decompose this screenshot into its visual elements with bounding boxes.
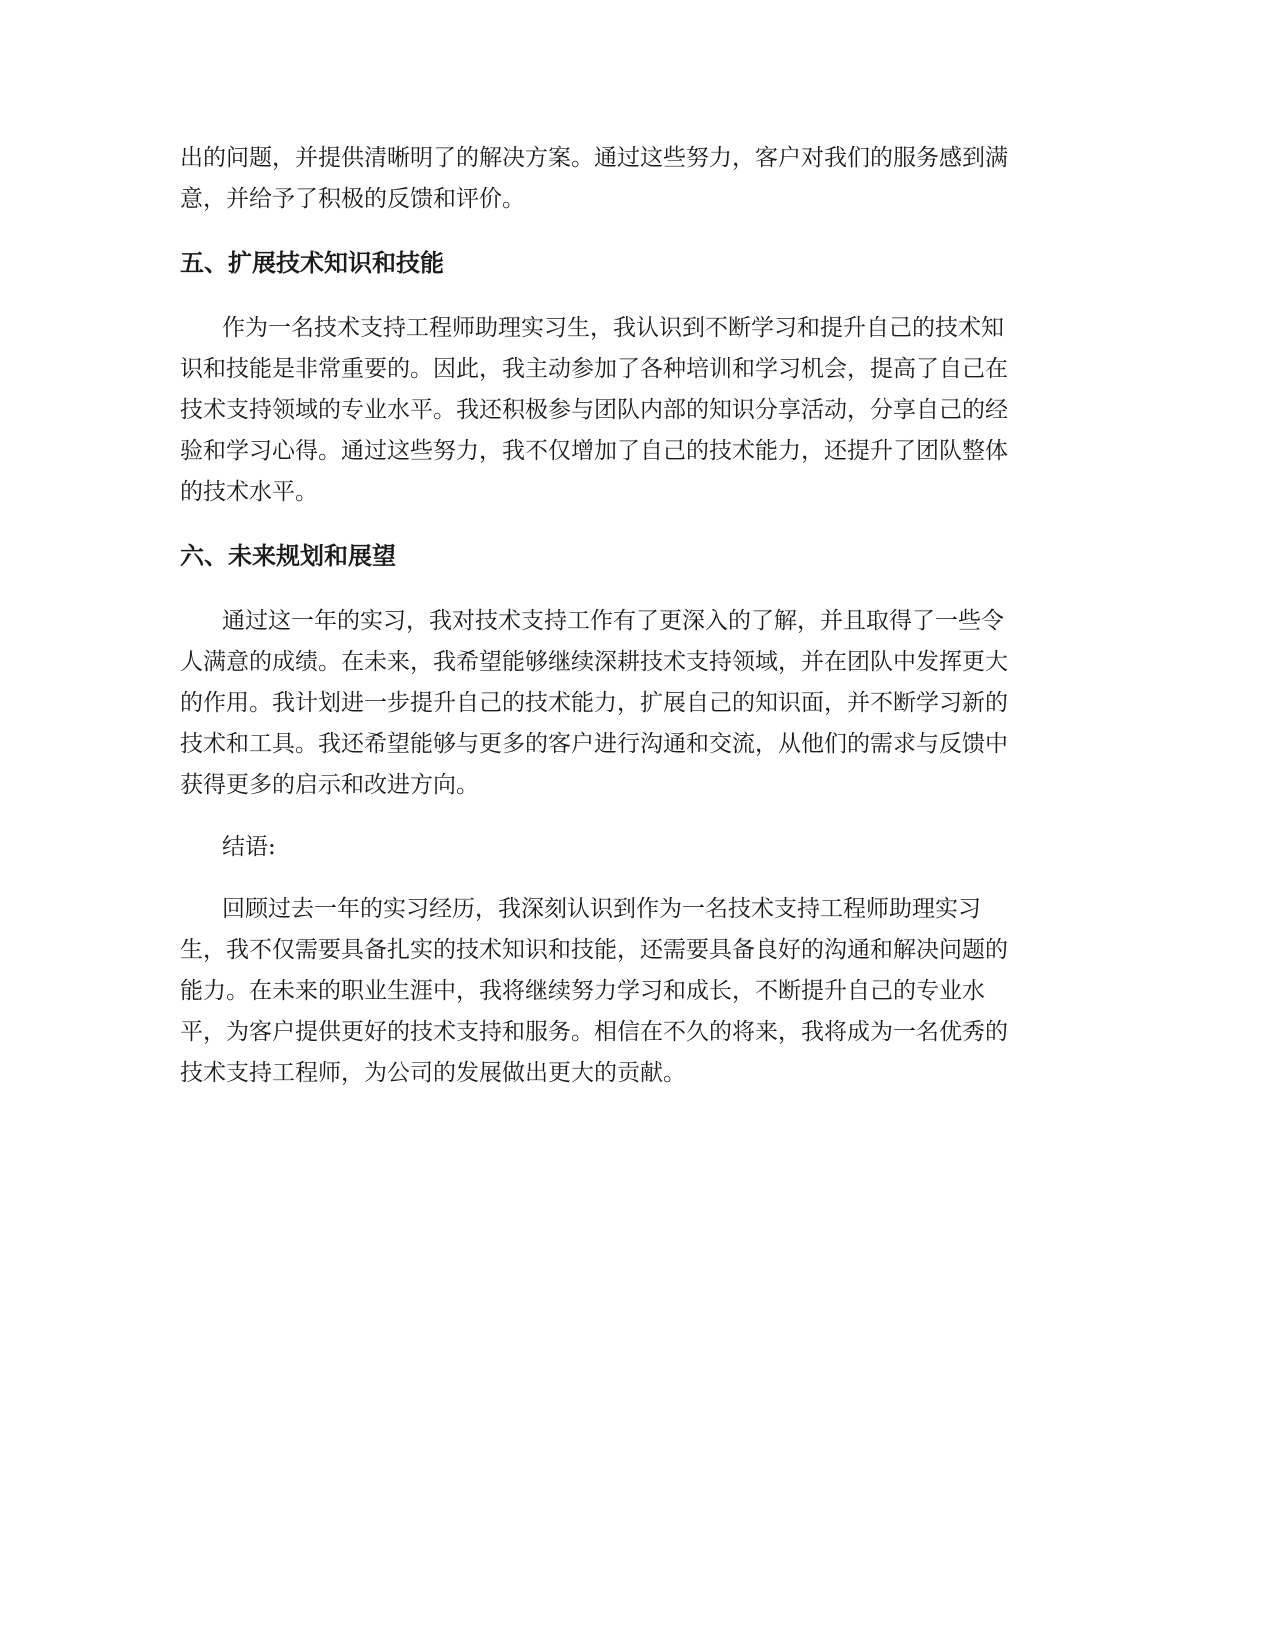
- text-line: 的作用。我计划进一步提升自己的技术能力，扩展自己的知识面，并不断学习新的: [180, 690, 1008, 716]
- text-line: 识和技能是非常重要的。因此，我主动参加了各种培训和学习机会，提高了自己在: [180, 356, 1008, 382]
- text-line: 验和学习心得。通过这些努力，我不仅增加了自己的技术能力，还提升了团队整体: [180, 438, 1008, 464]
- text-line: 回顾过去一年的实习经历，我深刻认识到作为一名技术支持工程师助理实习: [222, 896, 981, 922]
- text-line: 生，我不仅需要具备扎实的技术知识和技能，还需要具备良好的沟通和解决问题的: [180, 937, 1008, 963]
- text-line: 获得更多的启示和改进方向。: [180, 772, 479, 798]
- text-line: 的技术水平。: [180, 479, 318, 505]
- text-line: 人满意的成绩。在未来，我希望能够继续深耕技术支持领域，并在团队中发挥更大: [180, 649, 1008, 675]
- document-page: [180, 138, 1034, 1094]
- text-line: 通过这一年的实习，我对技术支持工作有了更深入的了解，并且取得了一些令: [222, 608, 1004, 634]
- text-line: 作为一名技术支持工程师助理实习生，我认识到不断学习和提升自己的技术知: [222, 315, 1004, 341]
- text-line: 能力。在未来的职业生涯中，我将继续努力学习和成长，不断提升自己的专业水: [180, 978, 985, 1004]
- text-line: 技术支持领域的专业水平。我还积极参与团队内部的知识分享活动，分享自己的经: [180, 397, 1008, 423]
- text-line: 结语:: [222, 834, 276, 860]
- intro-paragraph: [180, 138, 1034, 220]
- text-line: 技术支持工程师，为公司的发展做出更大的贡献。: [180, 1060, 686, 1086]
- text-line: 出的问题，并提供清晰明了的解决方案。通过这些努力，客户对我们的服务感到满: [180, 145, 1008, 171]
- section-heading-five: 五、扩展技术知识和技能: [180, 249, 444, 277]
- text-line: 平，为客户提供更好的技术支持和服务。相信在不久的将来，我将成为一名优秀的: [180, 1019, 1008, 1045]
- section-six-paragraph: [180, 601, 1034, 806]
- section-heading-six: 六、未来规划和展望: [180, 542, 396, 570]
- text-line: 技术和工具。我还希望能够与更多的客户进行沟通和交流，从他们的需求与反馈中: [180, 731, 1008, 757]
- text-line: 意，并给予了积极的反馈和评价。: [180, 186, 525, 212]
- conclusion-paragraph: [180, 889, 1034, 1094]
- conclusion-label: [180, 827, 1034, 868]
- section-five-paragraph: [180, 308, 1034, 513]
